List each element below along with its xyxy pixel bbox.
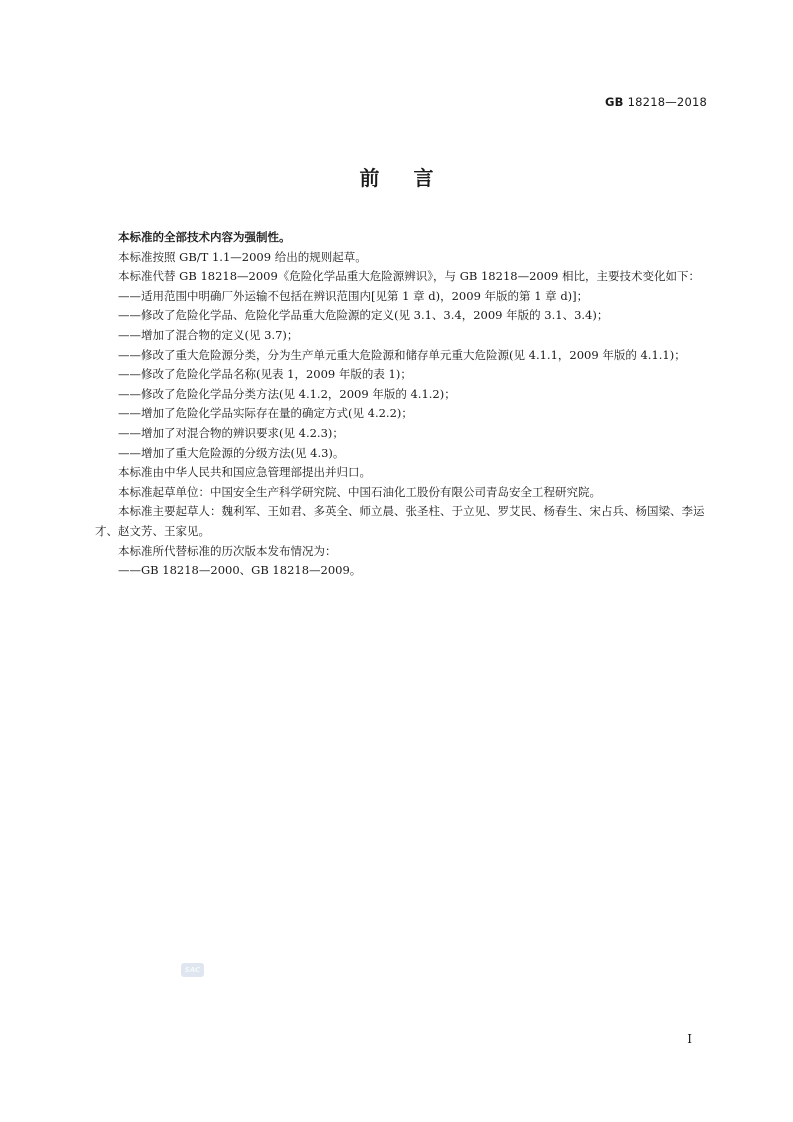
standard-prefix: GB bbox=[605, 95, 624, 109]
history-intro-paragraph: 本标准所代替标准的历次版本发布情况为： bbox=[118, 543, 337, 558]
page-title: 前言 bbox=[359, 166, 468, 190]
sac-watermark-logo bbox=[181, 963, 204, 977]
history-versions: ——GB 18218—2000、GB 18218—2009。 bbox=[118, 563, 362, 578]
proposer-paragraph: 本标准由中华人民共和国应急管理部提出并归口。 bbox=[118, 465, 371, 480]
drafting-rule-paragraph: 本标准按照 GB/T 1.1—2009 给出的规则起草。 bbox=[118, 249, 367, 264]
change-item: ——修改了危险化学品名称(见表 1，2009 年版的表 1)； bbox=[118, 367, 412, 382]
change-item: ——修改了危险化学品分类方法(见 4.1.2，2009 年版的 4.1.2)； bbox=[118, 386, 456, 401]
watermark-text: SAC bbox=[184, 966, 201, 974]
drafters-paragraph: 本标准主要起草人：魏利军、王如君、多英全、师立晨、张圣柱、于立见、罗艾民、杨春生、宋占兵、杨国梁、李运才、赵文芳、王家见。 bbox=[95, 504, 705, 538]
change-item: ——增加了对混合物的辨识要求(见 4.2.3)； bbox=[118, 425, 344, 440]
standard-number: 18218—2018 bbox=[627, 95, 707, 109]
change-item: ——增加了混合物的定义(见 3.7)； bbox=[118, 327, 299, 342]
page-number: I bbox=[687, 1032, 692, 1046]
change-item: ——适用范围中明确厂外运输不包括在辨识范围内[见第 1 章 d)，2009 年版的第 1 章 d)]； bbox=[118, 288, 589, 303]
drafting-units-paragraph: 本标准起草单位：中国安全生产科学研究院、中国石油化工股份有限公司青岛安全工程研究院。 bbox=[118, 484, 601, 499]
change-item: ——修改了重大危险源分类，分为生产单元重大危险源和储存单元重大危险源(见 4.1.1，2009 年版的 4.1.1)； bbox=[118, 347, 686, 362]
change-item: ——修改了危险化学品、危险化学品重大危险源的定义(见 3.1、3.4，2009 年版的 3.1、3.4)； bbox=[118, 308, 609, 323]
change-item: ——增加了重大危险源的分级方法(见 4.3)。 bbox=[118, 445, 345, 460]
change-item: ——增加了危险化学品实际存在量的确定方式(见 4.2.2)； bbox=[118, 406, 413, 421]
foreword-body bbox=[95, 228, 709, 581]
standard-code bbox=[605, 95, 707, 109]
mandatory-statement: 本标准的全部技术内容为强制性。 bbox=[118, 230, 291, 244]
replacement-paragraph: 本标准代替 GB 18218—2009《危险化学品重大危险源辨识》，与 GB 18218—2009 相比，主要技术变化如下： bbox=[118, 269, 700, 284]
